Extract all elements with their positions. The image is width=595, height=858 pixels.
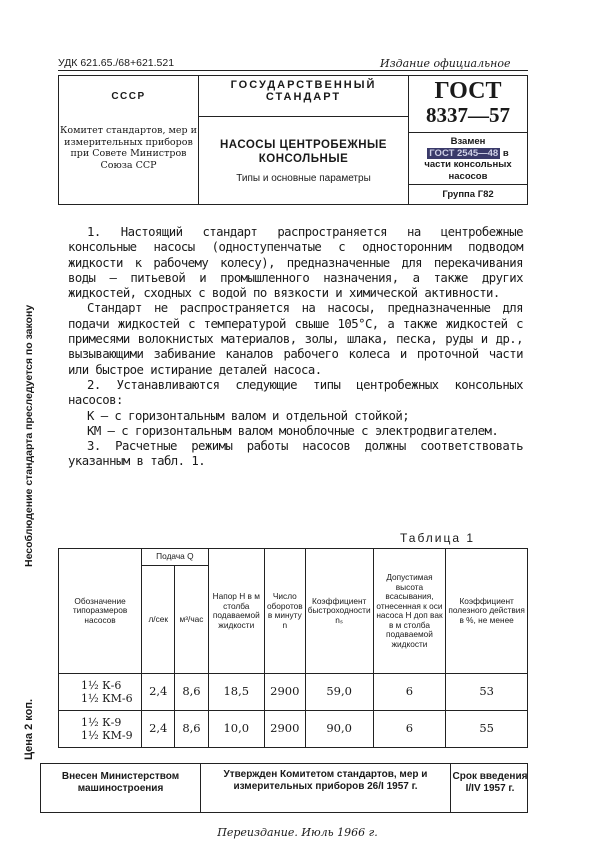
group-label: Группа Г82 xyxy=(442,189,494,200)
paragraph-5: КМ — с горизонтальным валом моноблочные с электродвигателем. xyxy=(87,423,499,438)
parameters-table xyxy=(58,548,528,748)
header-rpm: Число оборотов в минуту n xyxy=(264,549,305,674)
top-rule xyxy=(58,70,528,71)
paragraph-6: 3. Расчетные режимы работы насосов должны соответствовать указанным в табл. 1. xyxy=(68,439,523,469)
header-suction-height: Допустимая высота всасывания, отнесенная к оси насоса H доп вак в м столба подаваемой жидкости xyxy=(373,549,446,674)
pump-k: 1½ К-6 xyxy=(81,679,122,692)
header-designation: Обозначение типоразмеров насосов xyxy=(59,549,142,674)
efficiency: 55 xyxy=(446,711,528,748)
udk-code: УДК 621.65./68+621.521 xyxy=(58,57,175,69)
pump-designation xyxy=(59,711,142,748)
gost-column xyxy=(409,76,527,204)
standard-title xyxy=(199,138,408,166)
ussr-label: СССР xyxy=(111,91,146,102)
effective-date: Срок введения I/IV 1957 г. xyxy=(452,771,528,794)
divider xyxy=(409,132,527,133)
pump-designation xyxy=(59,674,142,711)
divider xyxy=(409,184,527,185)
title-column xyxy=(199,76,409,204)
divider xyxy=(199,116,408,117)
suction-height: 6 xyxy=(373,674,446,711)
table-header-row xyxy=(59,549,528,566)
header-specific-speed: Коэффициент быстроходности nₛ xyxy=(305,549,373,674)
state-standard-line2: СТАНДАРТ xyxy=(265,91,342,103)
state-standard-line1: ГОСУДАРСТВЕННЫЙ xyxy=(230,79,377,91)
state-standard-label xyxy=(199,79,408,103)
struck-standard: ГОСТ 2545—48 xyxy=(429,147,499,159)
efficiency: 53 xyxy=(446,674,528,711)
specific-speed: 90,0 xyxy=(305,711,373,748)
specific-speed: 59,0 xyxy=(305,674,373,711)
head: 10,0 xyxy=(208,711,264,748)
standard-subtitle: Типы и основные параметры xyxy=(236,173,371,184)
head: 18,5 xyxy=(208,674,264,711)
replaces-line2 xyxy=(409,148,527,160)
flow-ls: 2,4 xyxy=(142,674,175,711)
gost-word: ГОСТ xyxy=(434,78,502,104)
header-flow-ls: л/сек xyxy=(142,566,175,674)
rpm: 2900 xyxy=(264,674,305,711)
price-label xyxy=(20,655,42,765)
table-row xyxy=(59,711,528,748)
issuer-column xyxy=(59,76,199,204)
replaces-line3: части консольных xyxy=(424,159,512,170)
reissue-note: Переиздание. Июль 1966 г. xyxy=(217,826,378,839)
replaces-label: Взамен xyxy=(450,136,486,147)
official-edition-label: Издание официальное xyxy=(380,57,511,70)
header-flow: Подача Q xyxy=(142,549,209,566)
rpm: 2900 xyxy=(264,711,305,748)
legal-notice-text: Несоблюдение стандарта преследуется по закону xyxy=(23,304,35,567)
replaces-line4: насосов xyxy=(448,170,488,182)
footer-box xyxy=(40,763,528,813)
header-head: Напор H в м столба подаваемой жидкости xyxy=(208,549,264,674)
paragraph-1: 1. Настоящий стандарт распространяется на центробежные консольные насосы (одноступенчатые с односторонним подводом жидкости к рабочему колесу), предназначенные для перекачивания воды — питьевой и промышленного назначения, а также других жидкостей, сходных с водой по вязкости и химической активности. xyxy=(68,225,523,301)
table-row xyxy=(59,674,528,711)
committee-label: Комитет стандартов, мер и измерительных приборов при Совете Министров Союза ССР xyxy=(60,125,197,171)
table-caption: Таблица 1 xyxy=(400,531,476,545)
flow-m3: 8,6 xyxy=(175,674,208,711)
price-text: Цена 2 коп. xyxy=(23,698,35,760)
approved-by: Утвержден Комитетом стандартов, мер и измерительных приборов 26/I 1957 г. xyxy=(201,764,451,812)
standard-title-line2: КОНСОЛЬНЫЕ xyxy=(258,153,349,165)
introduced-by: Внесен Министерством машиностроения xyxy=(41,764,201,812)
paragraph-3: 2. Устанавливаются следующие типы центробежных консольных насосов: xyxy=(68,377,523,408)
suction-height: 6 xyxy=(373,711,446,748)
replaces-suffix: в xyxy=(502,147,509,159)
standard-header xyxy=(58,75,528,205)
paragraph-4: К — с горизонтальным валом и отдельной стойкой; xyxy=(87,408,410,423)
pump-k: 1½ К-9 xyxy=(81,716,122,729)
flow-ls: 2,4 xyxy=(142,711,175,748)
pump-km: 1½ КМ-9 xyxy=(81,729,133,742)
standard-title-line1: НАСОСЫ ЦЕНТРОБЕЖНЫЕ xyxy=(220,139,387,151)
side-margin xyxy=(20,240,42,760)
legal-notice xyxy=(20,240,42,570)
paragraph-2: Стандарт не распространяется на насосы, предназначенные для подачи жидкостей с температурой свыше 105°С, а также жидкостей с примесями волокнистых материалов, золы, шлака, песка, руды и др., вызывающими забивание каналов рабочего колеса и проточной части или быстрое истирание деталей насоса. xyxy=(68,301,523,377)
pump-km: 1½ КМ-6 xyxy=(81,692,133,705)
gost-number: 8337—57 xyxy=(426,103,510,127)
flow-m3: 8,6 xyxy=(175,711,208,748)
body-text xyxy=(68,225,523,470)
header-efficiency: Коэффициент полезного действия в %, не менее xyxy=(446,549,528,674)
header-flow-m3: м³/час xyxy=(175,566,208,674)
replaces-block xyxy=(409,136,527,182)
